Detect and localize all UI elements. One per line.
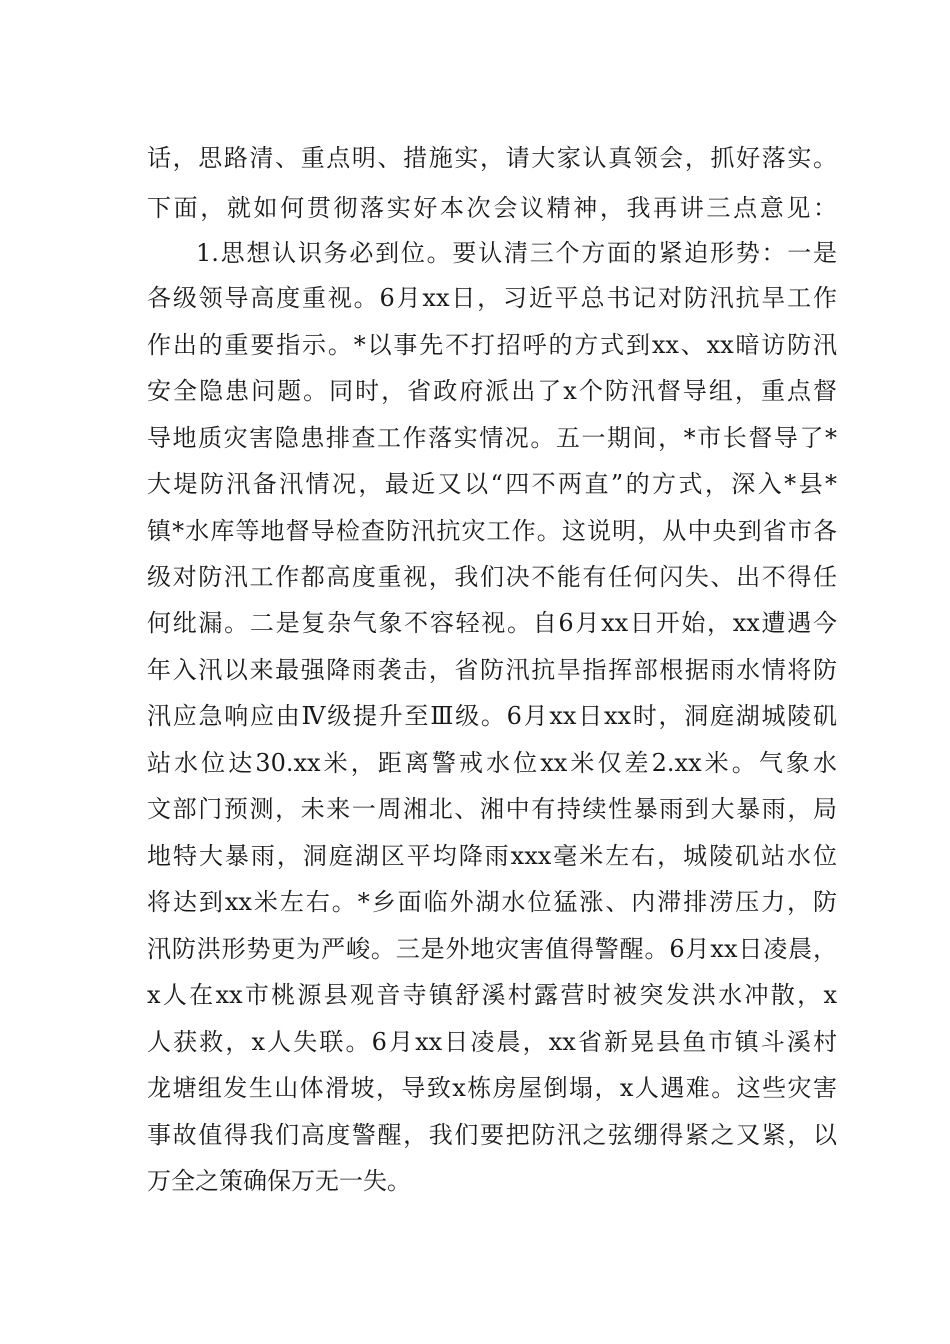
text-line-14: 站水位达30.xx米，距离警戒水位xx米仅差2.xx米。气象水 — [147, 749, 837, 777]
text-line-15: 文部门预测，未来一周湘北、湘中有持续性暴雨到大暴雨，局 — [147, 795, 837, 823]
text-line-20: 人获救，x人失联。6月xx日凌晨，xx省新晃县鱼市镇斗溪村 — [147, 1028, 837, 1056]
text-line-2: 下面，就如何贯彻落实好本次会议精神，我再讲三点意见： — [147, 194, 837, 222]
text-line-10: 级对防汛工作都高度重视，我们决不能有任何闪失、出不得任 — [147, 563, 837, 591]
text-line-16: 地特大暴雨，洞庭湖区平均降雨xxx毫米左右，城陵矶站水位 — [147, 842, 837, 870]
text-line-12: 年入汛以来最强降雨袭击，省防汛抗旱指挥部根据雨水情将防 — [147, 656, 837, 684]
text-line-6: 安全隐患问题。同时，省政府派出了x个防汛督导组，重点督 — [147, 377, 837, 405]
text-line-11: 何纰漏。二是复杂气象不容轻视。自6月xx日开始，xx遭遇今 — [147, 609, 837, 637]
text-line-1: 话，思路清、重点明、措施实，请大家认真领会，抓好落实。 — [147, 144, 837, 172]
text-line-23: 万全之策确保万无一失。 — [147, 1167, 411, 1195]
paragraph-heading-line: 1.思想认识务必到位。要认清三个方面的紧迫形势：一是 — [196, 239, 837, 267]
text-line-5: 作出的重要指示。*以事先不打招呼的方式到xx、xx暗访防汛 — [147, 331, 837, 359]
text-line-21: 龙塘组发生山体滑坡，导致x栋房屋倒塌，x人遇难。这些灾害 — [147, 1074, 837, 1102]
text-line-18: 汛防洪形势更为严峻。三是外地灾害值得警醒。6月xx日凌晨， — [147, 935, 837, 963]
text-line-4: 各级领导高度重视。6月xx日，习近平总书记对防汛抗旱工作 — [147, 284, 837, 312]
text-line-22: 事故值得我们高度警醒，我们要把防汛之弦绷得紧之又紧，以 — [147, 1121, 837, 1149]
text-line-17: 将达到xx米左右。*乡面临外湖水位猛涨、内滞排涝压力，防 — [147, 888, 837, 916]
text-line-9: 镇*水库等地督导检查防汛抗灾工作。这说明，从中央到省市各 — [147, 517, 837, 545]
text-line-7: 导地质灾害隐患排查工作落实情况。五一期间，*市长督导了* — [147, 424, 837, 452]
text-line-8: 大堤防汛备汛情况，最近又以“四不两直”的方式，深入*县* — [147, 470, 837, 498]
text-line-13: 汛应急响应由Ⅳ级提升至Ⅲ级。6月xx日xx时，洞庭湖城陵矶 — [147, 702, 837, 730]
text-line-19: x人在xx市桃源县观音寺镇舒溪村露营时被突发洪水冲散，x — [147, 981, 837, 1009]
